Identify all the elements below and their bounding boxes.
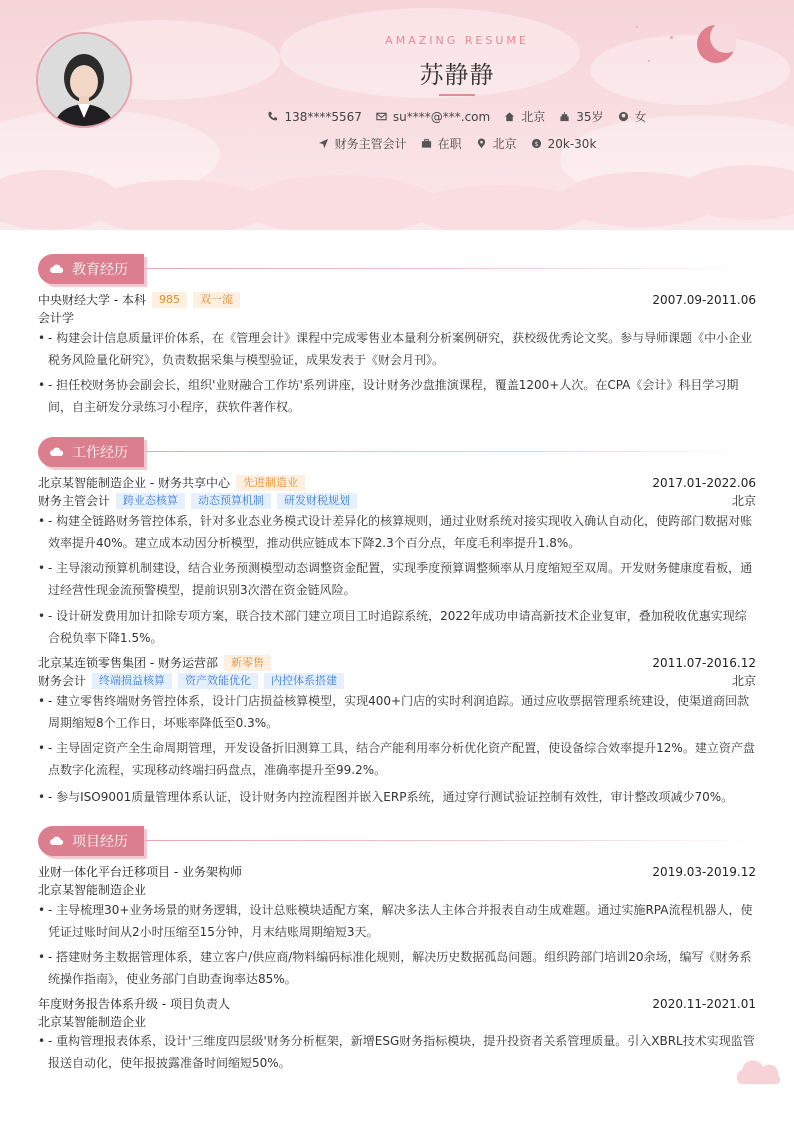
money-icon xyxy=(531,138,542,149)
decorative-cloud-icon xyxy=(730,1058,786,1088)
skill-tag: 内控体系搭建 xyxy=(264,673,344,689)
home-icon xyxy=(504,111,515,122)
section-title: 教育经历 xyxy=(72,262,128,278)
send-icon xyxy=(318,138,329,149)
age-item xyxy=(559,108,603,125)
email-text: su****@***.com xyxy=(392,109,491,124)
section-divider xyxy=(146,840,756,841)
project-org-row xyxy=(38,881,756,898)
project-bullet: • - 搭建财务主数据管理体系，建立客户/供应商/物料编码标准化规则，解决历史数据孤岛问题。组织跨部门培训20余场，编写《财务系统操作指南》，使业务部门自助查询率达85%。 xyxy=(38,946,756,990)
gender-item xyxy=(618,108,647,125)
cloud-icon xyxy=(50,447,64,457)
position-item xyxy=(318,135,407,152)
candidate-name: 苏静静 xyxy=(419,61,495,89)
section-title: 工作经历 xyxy=(72,445,128,461)
contact-row xyxy=(0,108,794,125)
job-bullet: • - 设计研发费用加计扣除专项方案，联合技术部门建立项目工时追踪系统，2022年成功申请高新技术企业复审，叠加税收优惠实现综合税负率下降1.5%。 xyxy=(38,605,756,649)
status-item xyxy=(421,135,462,152)
mail-icon xyxy=(376,111,387,122)
position-text: 财务主管会计 xyxy=(334,137,407,151)
star-icon xyxy=(636,26,638,28)
project-header-row xyxy=(38,995,756,1012)
major: 会计学 xyxy=(38,311,75,325)
project-section xyxy=(38,825,756,1085)
status-text: 在职 xyxy=(437,137,462,151)
school-tag: 双一流 xyxy=(193,292,240,308)
project-org-row xyxy=(38,1013,756,1030)
job-intent-row xyxy=(0,135,794,152)
project-name: 业财一体化平台迁移项目 - 业务架构师 xyxy=(38,865,242,879)
section-divider xyxy=(146,451,756,452)
project-bullet: • - 主导梳理30+业务场景的财务逻辑，设计总账模块适配方案，解决多法人主体合并报表自动生成难题。通过实施RPA流程机器人，使凭证过账时间从2小时压缩至15分钟，月末结账周期缩短3天。 xyxy=(38,899,756,943)
job-bullet: • - 建立零售终端财务管控体系，设计门店损益核算模型，实现400+门店的实时利润追踪。通过应收票据管理系统建设，使渠道商回款周期缩短8个工作日，坏账率降低至0.3%。 xyxy=(38,690,756,734)
city-text: 北京 xyxy=(521,110,546,124)
industry-tag: 先进制造业 xyxy=(236,475,305,491)
job-bullet: • - 构建全链路财务管控体系，针对多业态业务模式设计差异化的核算规则，通过业财系统对接实现收入确认自动化，使跨部门数据对账效率提升40%。建立成本动因分析模型，推动供应链成本下降2.3个百分点，年度毛利率提升1.8%。 xyxy=(38,510,756,554)
job-date: 2011.07-2016.12 xyxy=(652,655,756,670)
briefcase-icon xyxy=(421,138,432,149)
job-role-row xyxy=(38,672,756,689)
svg-text:$: $ xyxy=(534,139,539,148)
resume-subtitle: AMAZING RESUME xyxy=(385,34,529,47)
section-divider xyxy=(146,268,756,269)
job-role: 财务主管会计 xyxy=(38,494,111,508)
location-text: 北京 xyxy=(492,137,517,151)
education-header-row xyxy=(38,291,756,308)
project-date: 2019.03-2019.12 xyxy=(652,864,756,879)
project-name: 年度财务报告体系升级 - 项目负责人 xyxy=(38,997,230,1011)
project-bullet: • - 重构管理报表体系，设计'三维度四层级'财务分析框架，新增ESG财务指标模块，提升投资者关系管理质量。引入XBRL技术实现监管报送自动化，使年报披露准备时间缩短50%。 xyxy=(38,1030,756,1074)
major-row xyxy=(38,309,756,326)
project-date: 2020.11-2021.01 xyxy=(652,996,756,1011)
cloud-icon xyxy=(50,264,64,274)
section-title: 项目经历 xyxy=(72,834,128,850)
project-org: 北京某智能制造企业 xyxy=(38,883,147,897)
section-title-tab xyxy=(38,826,144,856)
cloud-icon xyxy=(50,836,64,846)
project-org: 北京某智能制造企业 xyxy=(38,1015,147,1029)
location-icon xyxy=(476,138,487,149)
email-item xyxy=(376,110,490,124)
section-header xyxy=(38,253,144,285)
section-header xyxy=(38,436,144,468)
job-bullet: • - 参与ISO9001质量管理体系认证，设计财务内控流程图并嵌入ERP系统，通过穿行测试验证控制有效性，审计整改项减少70%。 xyxy=(38,786,756,808)
education-bullet: • - 担任校财务协会副会长，组织'业财融合工作坊'系列讲座，设计财务沙盘推演课程，覆盖1200+人次。在CPA《会计》科目学习期间，自主研发分录练习小程序，获软件著作权。 xyxy=(38,374,756,418)
skill-tag: 跨业态核算 xyxy=(116,493,185,509)
skill-tag: 终端损益核算 xyxy=(92,673,172,689)
section-title-tab xyxy=(38,437,144,467)
phone-item xyxy=(267,110,361,124)
gender-icon xyxy=(618,111,629,122)
phone-text: 138****5567 xyxy=(284,109,362,124)
skill-tag: 资产效能优化 xyxy=(178,673,258,689)
name-underline xyxy=(439,94,475,96)
cake-icon xyxy=(559,111,570,122)
salary-item xyxy=(531,137,597,151)
job-bullet: • - 主导固定资产全生命周期管理，开发设备折旧测算工具，结合产能利用率分析优化资产配置，使设备综合效率提升12%。建立资产盘点数字化流程，实现移动终端扫码盘点，准确率提升至99.2%。 xyxy=(38,737,756,781)
industry-tag: 新零售 xyxy=(224,655,271,671)
school-tag: 985 xyxy=(152,292,187,308)
job-location: 北京 xyxy=(731,674,756,688)
section-title-tab xyxy=(38,254,144,284)
project-header-row xyxy=(38,863,756,880)
work-section xyxy=(38,436,756,816)
job-role-row xyxy=(38,492,756,509)
salary-text: 20k-30k xyxy=(547,136,597,151)
cloud-edge xyxy=(0,180,794,230)
job-date: 2017.01-2022.06 xyxy=(652,475,756,490)
company-name: 北京某连锁零售集团 - 财务运营部 xyxy=(38,656,218,670)
job-location: 北京 xyxy=(731,494,756,508)
section-header xyxy=(38,825,144,857)
job-header-row xyxy=(38,474,756,491)
skill-tag: 研发财税规划 xyxy=(277,493,357,509)
job-bullet: • - 主导滚动预算机制建设，结合业务预测模型动态调整资金配置，实现季度预算调整频率从月度缩短至双周。开发财务健康度看板，通过经营性现金流预警模型，提前识别3次潜在资金链风险。 xyxy=(38,557,756,601)
gender-text: 女 xyxy=(634,110,647,124)
skill-tag: 动态预算机制 xyxy=(191,493,271,509)
age-text: 35岁 xyxy=(576,110,604,124)
job-header-row xyxy=(38,654,756,671)
education-section xyxy=(38,253,756,423)
school-name: 中央财经大学 - 本科 xyxy=(38,293,146,307)
city-item xyxy=(504,108,545,125)
company-name: 北京某智能制造企业 - 财务共享中心 xyxy=(38,476,230,490)
job-role: 财务会计 xyxy=(38,674,87,688)
education-date: 2007.09-2011.06 xyxy=(652,292,756,307)
education-bullet: • - 构建会计信息质量评价体系，在《管理会计》课程中完成零售业本量利分析案例研究，获校级优秀论文奖。参与导师课题《中小企业税务风险量化研究》，负责数据采集与模型验证，成果发表于《财会月刊》。 xyxy=(38,327,756,371)
location-item xyxy=(476,135,517,152)
phone-icon xyxy=(267,111,278,122)
